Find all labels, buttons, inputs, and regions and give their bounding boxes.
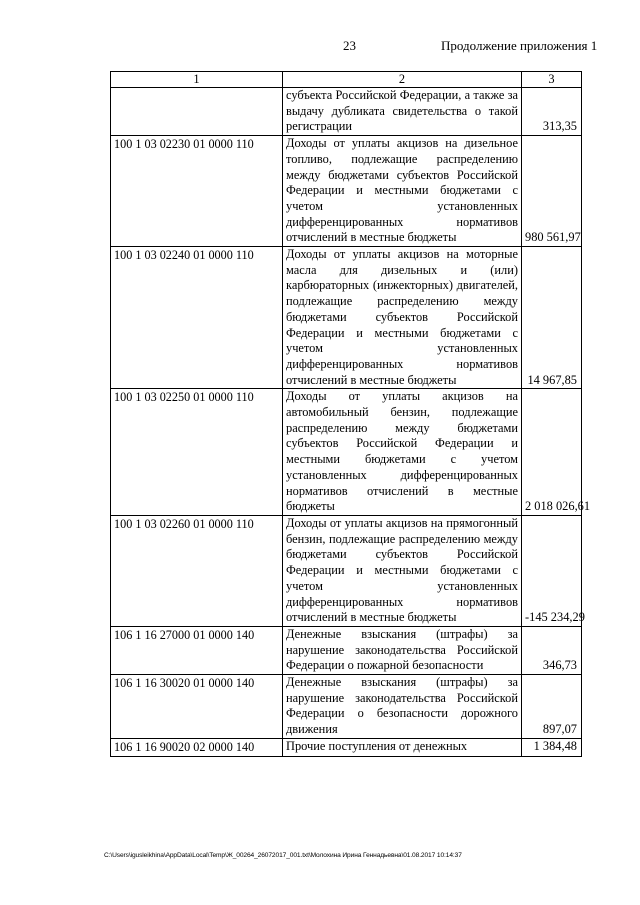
appendix-continuation-title: Продолжение приложения 1 [441, 38, 598, 53]
row-amount: 2 018 026,61 [522, 389, 582, 516]
row-description: Денежные взыскания (штрафы) за нарушение законодательства Российской Федерации о пожарной безопасности [283, 626, 522, 674]
row-amount: 1 384,48 [522, 738, 582, 756]
row-amount: 14 967,85 [522, 247, 582, 389]
table-row [111, 515, 582, 626]
row-description: Доходы от уплаты акцизов на прямогонный бензин, подлежащие распределению между бюджетами субъектов Российской Федерации и местными бюджетами с учетом установленных дифференцированных нормативов отчислений в местные бюджеты [283, 515, 522, 626]
row-description: Доходы от уплаты акцизов на моторные масла для дизельных и (или) карбюраторных (инжекторных) двигателей, подлежащие распределению между бюджетами субъектов Российской Федерации и местными бюджетами с учетом установленных дифференцированных нормативов отчислений в местные бюджеты [283, 247, 522, 389]
row-description: субъекта Российской Федерации, а также за выдачу дубликата свидетельства о такой регистрации [283, 88, 522, 136]
table-row [111, 247, 582, 389]
table-row [111, 88, 582, 136]
file-path-footer: C:\Users\igusleikhina\AppData\Local\Temp\Ж_00264_26072017_001.txt\Молохина Ирина Геннадьевна\01.08.2017 10:14:37 [104, 852, 462, 859]
row-amount: 897,07 [522, 675, 582, 739]
row-code: 100 1 03 02240 01 0000 110 [111, 247, 283, 389]
revenue-table [110, 71, 591, 757]
row-code: 100 1 03 02260 01 0000 110 [111, 515, 283, 626]
column-header-2: 2 [283, 72, 522, 88]
table-row [111, 626, 582, 674]
row-code: 100 1 03 02230 01 0000 110 [111, 136, 283, 247]
column-header-1: 1 [111, 72, 283, 88]
page-number: 23 [343, 38, 356, 53]
table-row [111, 389, 582, 516]
table-row [111, 675, 582, 739]
row-code: 100 1 03 02250 01 0000 110 [111, 389, 283, 516]
row-amount: 980 561,97 [522, 136, 582, 247]
row-code: 106 1 16 30020 01 0000 140 [111, 675, 283, 739]
row-code: 106 1 16 90020 02 0000 140 [111, 738, 283, 756]
column-header-3: 3 [522, 72, 582, 88]
table-row [111, 738, 582, 756]
row-amount: 313,35 [522, 88, 582, 136]
row-amount: -145 234,29 [522, 515, 582, 626]
table-row [111, 136, 582, 247]
row-description: Доходы от уплаты акцизов на автомобильный бензин, подлежащие распределению между бюджетами субъектов Российской Федерации и местными бюджетами с учетом установленных дифференцированных нормативов отчислений в местные бюджеты [283, 389, 522, 516]
table-header-row [111, 72, 582, 88]
row-code [111, 88, 283, 136]
row-code: 106 1 16 27000 01 0000 140 [111, 626, 283, 674]
row-amount: 346,73 [522, 626, 582, 674]
row-description: Прочие поступления от денежных [283, 738, 522, 756]
row-description: Доходы от уплаты акцизов на дизельное топливо, подлежащие распределению между бюджетами субъектов Российской Федерации и местными бюджетами с учетом установленных дифференцированных нормативов отчислений в местные бюджеты [283, 136, 522, 247]
row-description: Денежные взыскания (штрафы) за нарушение законодательства Российской Федерации о безопасности дорожного движения [283, 675, 522, 739]
